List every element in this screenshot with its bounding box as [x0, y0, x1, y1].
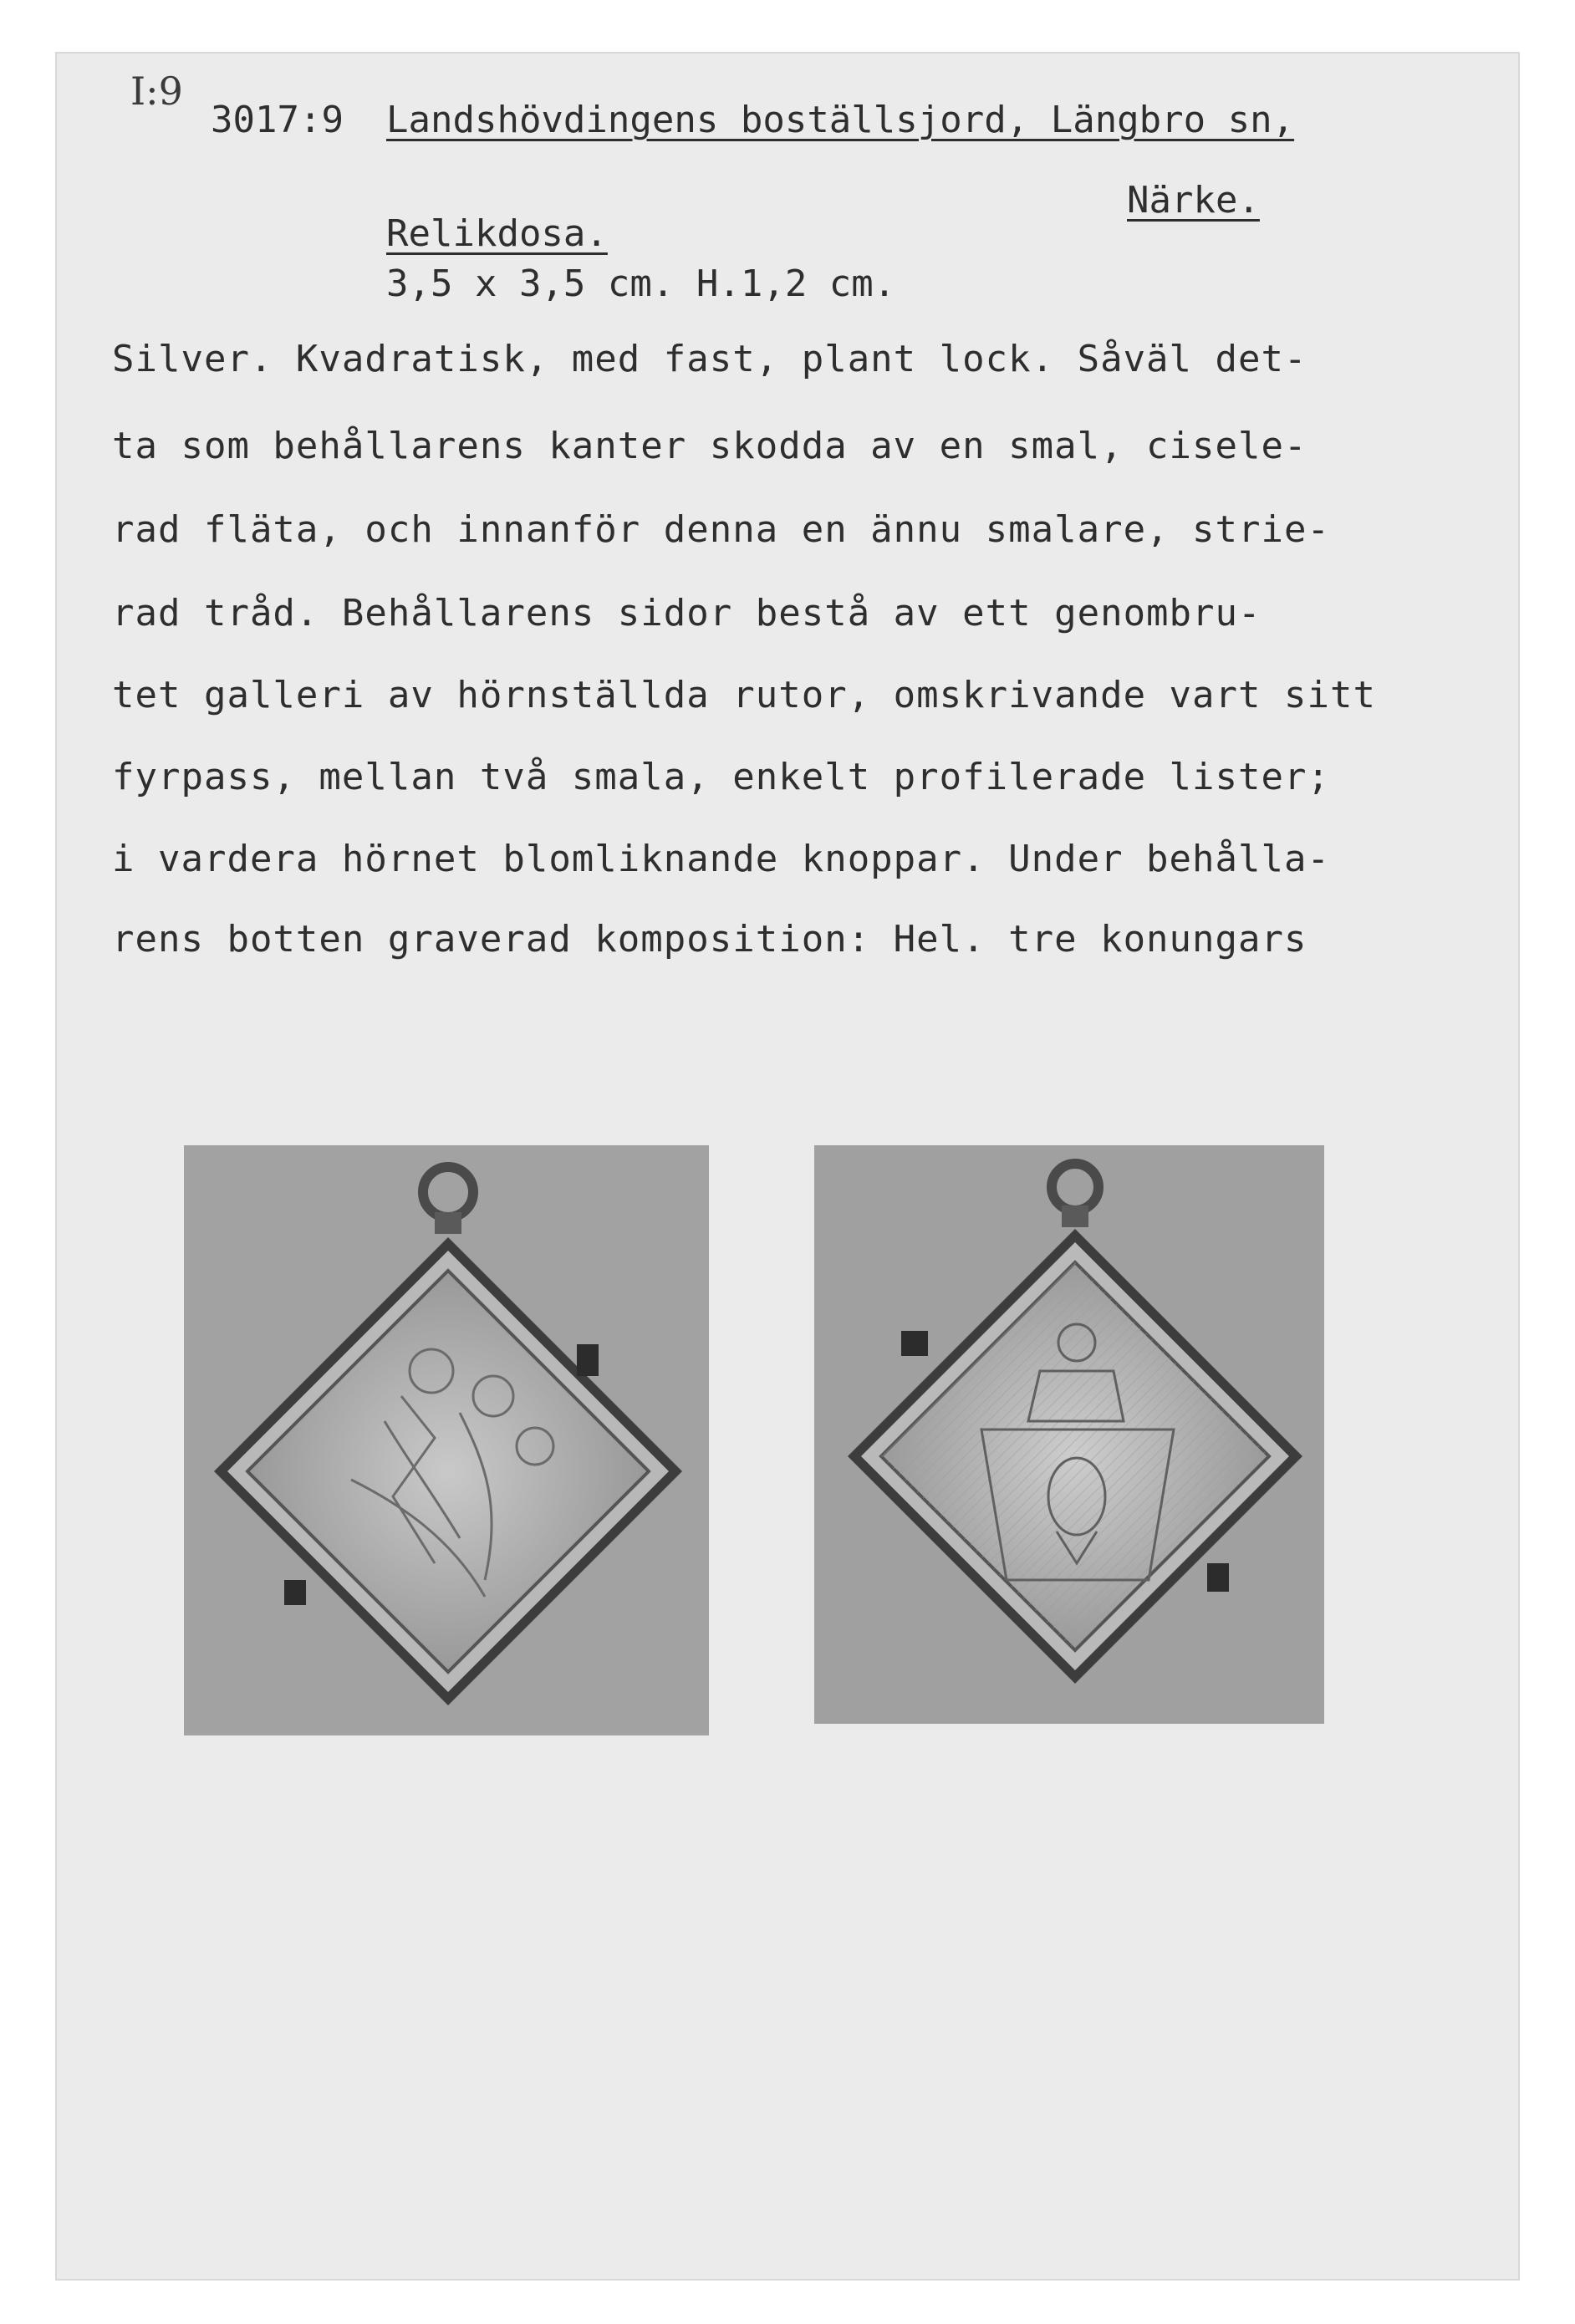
location-line-1: Landshövdingens boställsjord, Längbro sn,	[386, 99, 1295, 141]
location-line-2: Närke.	[1127, 179, 1260, 222]
reliquary-front-image	[184, 1145, 709, 1735]
catalog-number: 3017:9	[211, 99, 344, 141]
handwritten-reference: I:9	[130, 69, 183, 114]
description-line: ta som behållarens kanter skodda av en smal, cisele-	[112, 425, 1307, 467]
catalog-card	[55, 52, 1520, 2281]
object-name: Relikdosa.	[386, 212, 608, 255]
reliquary-back-image	[814, 1145, 1324, 1724]
description-line: rad fläta, och innanför denna en ännu smalare, strie-	[112, 508, 1330, 551]
description-line: tet galleri av hörnställda rutor, omskrivande vart sitt	[112, 674, 1376, 716]
description-line: i vardera hörnet blomliknande knoppar. Under behålla-	[112, 838, 1330, 880]
description-line: rad tråd. Behållarens sidor bestå av ett genombru-	[112, 592, 1262, 635]
reliquary-front-photo	[184, 1145, 709, 1735]
description-line: fyrpass, mellan två smala, enkelt profilerade lister;	[112, 756, 1330, 798]
description-line: Silver. Kvadratisk, med fast, plant lock. Såväl det-	[112, 338, 1307, 380]
reliquary-back-photo	[814, 1145, 1324, 1724]
dimensions: 3,5 x 3,5 cm. H.1,2 cm.	[386, 262, 896, 305]
description-line: rens botten graverad komposition: Hel. tre konungars	[112, 918, 1307, 961]
